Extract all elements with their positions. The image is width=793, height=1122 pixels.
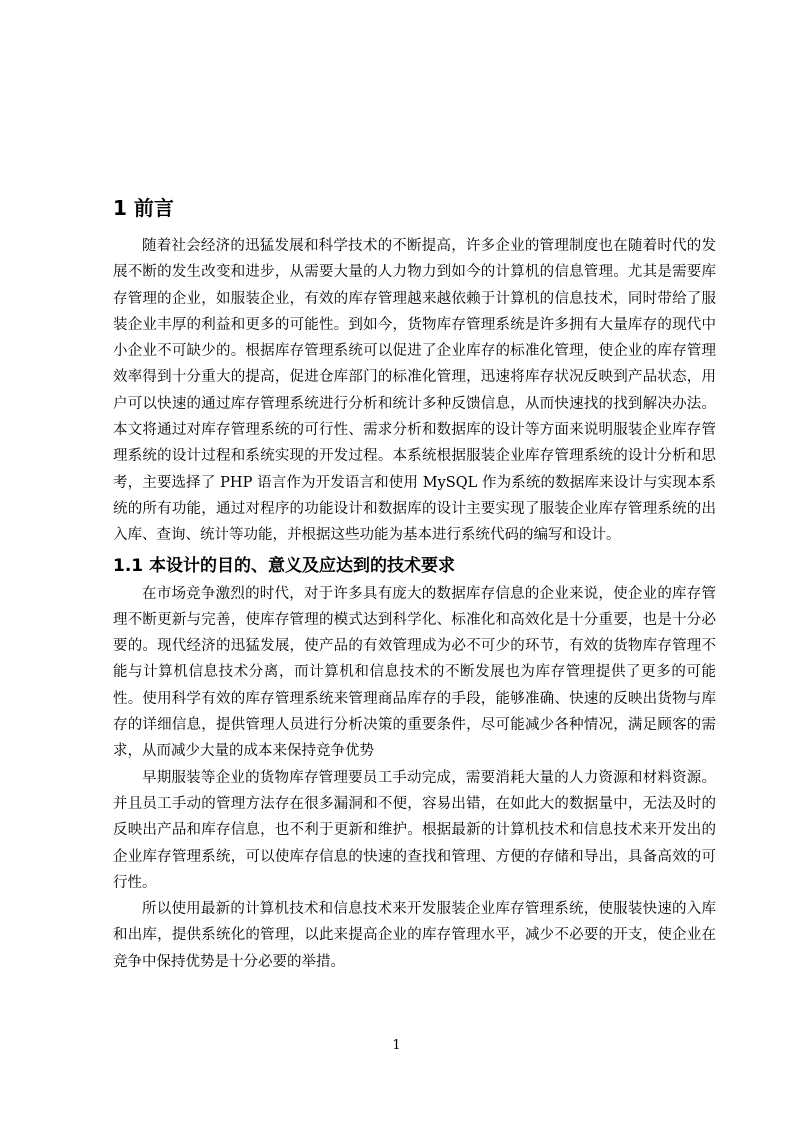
paragraph-purpose-2: 早期服装等企业的货物库存管理要员工手动完成，需要消耗大量的人力资源和材料资源。并且员工手动的管理方法存在很多漏洞和不便，容易出错，在如此大的数据量中，无法及时的反映出产品和库存信息，也不利于更新和维护。根据最新的计算机技术和信息技术来开发出的企业库存管理系统，可以使库存信息的快速的查找和管理、方便的存储和导出，具备高效的可行性。 — [113, 769, 716, 891]
page-number: 1 — [392, 1038, 401, 1053]
page-content — [113, 193, 716, 975]
paragraph-introduction: 随着社会经济的迅猛发展和科学技术的不断提高，许多企业的管理制度也在随着时代的发展不断的发生改变和进步，从需要大量的人力物力到如今的计算机的信息管理。尤其是需要库存管理的企业，如服装企业，有效的库存管理越来越依赖于计算机的信息技术，同时带给了服装企业丰厚的利益和更多的可能性。到如今，货物库存管理系统是许多拥有大量库存的现代中小企业不可缺少的。根据库存管理系统可以促进了企业库存的标准化管理，使企业的库存管理效率得到十分重大的提高，促进仓库部门的标准化管理，迅速将库存状况反映到产品状态，用户可以快速的通过库存管理系统进行分析和统计多种反馈信息，从而快速找的找到解决办法。本文将通过对库存管理系统的可行性、需求分析和数据库的设计等方面来说明服装企业库存管理系统的设计过程和系统实现的开发过程。本系统根据服装企业库存管理系统的设计分析和思考，主要选择了 PHP 语言作为开发语言和使用 MySQL 作为系统的数据库来设计与实现本系统的所有功能，通过对程序的功能设计和数据库的设计主要实现了服装企业库存管理系统的出入库、查询、统计等功能，并根据这些功能为基本进行系统代码的编写和设计。 — [113, 238, 716, 544]
subsection-heading-purpose: 1.1 本设计的目的、意义及应达到的技术要求 — [113, 555, 456, 576]
section-heading-introduction: 1 前言 — [113, 196, 174, 220]
paragraph-purpose-3: 所以使用最新的计算机技术和信息技术来开发服装企业库存管理系统，使服装快速的入库和出库，提供系统化的管理，以此来提高企业的库存管理水平，减少不必要的开支，使企业在竞争中保持优势是十分必要的举措。 — [113, 901, 716, 970]
paragraph-purpose-1: 在市场竞争激烈的时代，对于许多具有庞大的数据库存信息的企业来说，使企业的库存管理不断更新与完善，使库存管理的模式达到科学化、标准化和高效化是十分重要，也是十分必要的。现代经济的迅猛发展，使产品的有效管理成为必不可少的环节，有效的货物库存管理不能与计算机信息技术分离，而计算机和信息技术的不断发展也为库存管理提供了更多的可能性。使用科学有效的库存管理系统来管理商品库存的手段，能够准确、快速的反映出货物与库存的详细信息，提供管理人员进行分析决策的重要条件，尽可能减少各种情况，满足顾客的需求，从而减少大量的成本来保持竞争优势 — [113, 585, 716, 760]
